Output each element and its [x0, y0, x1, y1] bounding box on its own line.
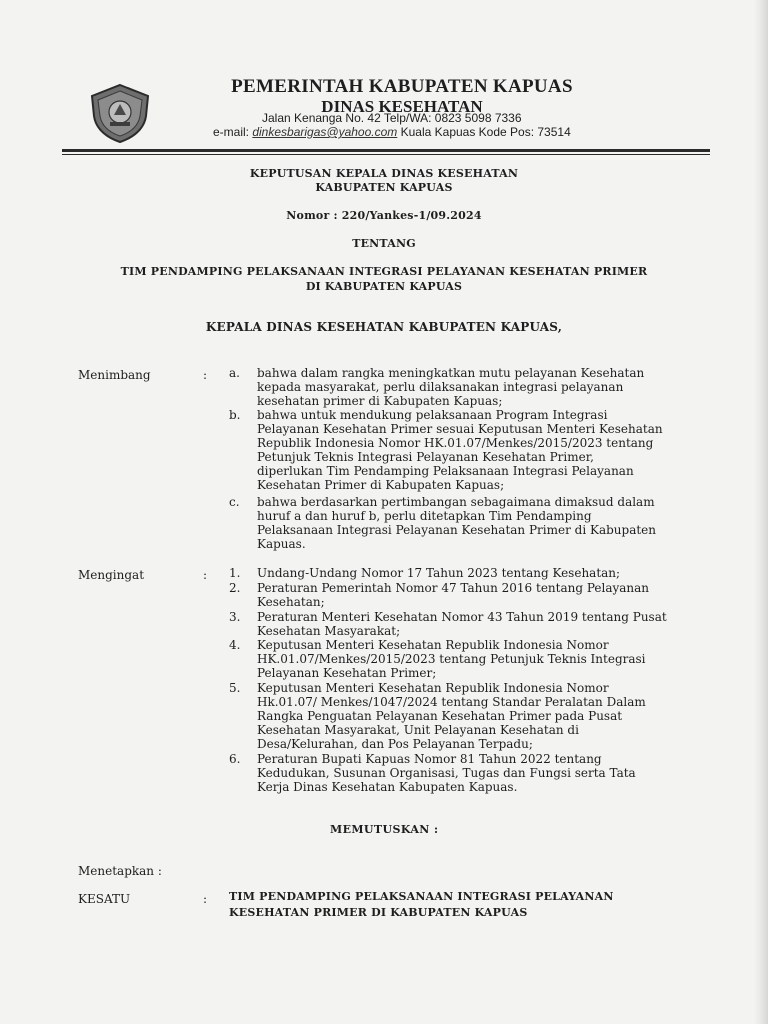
list-marker: 5.	[229, 681, 241, 695]
list-marker: 2.	[229, 581, 241, 595]
kapuas-regency-emblem-icon	[88, 82, 152, 144]
text-line: Keputusan Menteri Kesehatan Republik Indonesia Nomor	[257, 638, 609, 652]
letterhead-government: PEMERINTAH KABUPATEN KAPUAS	[231, 76, 573, 97]
decree-subject-line1: TIM PENDAMPING PELAKSANAAN INTEGRASI PELAYANAN KESEHATAN PRIMER	[120, 265, 648, 278]
letterhead-contact	[213, 125, 571, 139]
list-marker: 4.	[229, 638, 241, 652]
text-line: Peraturan Pemerintah Nomor 47 Tahun 2016 tentang Pelayanan	[257, 581, 650, 595]
decree-title-line1: KEPUTUSAN KEPALA DINAS KESEHATAN	[249, 167, 519, 180]
scan-page-edge	[754, 0, 768, 1024]
letterhead-divider-thin	[62, 154, 710, 155]
text-line: Kerja Dinas Kesehatan Kabupaten Kapuas.	[257, 780, 518, 794]
text-line: Peraturan Bupati Kapuas Nomor 81 Tahun 2022 tentang	[257, 752, 602, 766]
list-marker: c.	[229, 495, 240, 509]
text-line: Pelaksanaan Integrasi Pelayanan Kesehatan Primer di Kabupaten	[257, 523, 656, 537]
text-line: huruf a dan huruf b, perlu ditetapkan Tim Pendamping	[257, 509, 592, 523]
menimbang-item-a	[257, 366, 707, 408]
text-line: KESEHATAN PRIMER DI KABUPATEN KAPUAS	[229, 906, 528, 919]
mengingat-item-4	[257, 638, 707, 680]
text-line: Hk.01.07/ Menkes/1047/2024 tentang Standar Peralatan Dalam	[257, 695, 646, 709]
list-marker: 3.	[229, 610, 241, 624]
text-line: bahwa berdasarkan pertimbangan sebagaimana dimaksud dalam	[257, 495, 655, 509]
text-line: Kesehatan Masyarakat;	[257, 624, 401, 638]
email-label: e-mail:	[213, 125, 253, 139]
mengingat-item-2	[257, 581, 707, 609]
decree-subject-line2: DI KABUPATEN KAPUAS	[305, 280, 463, 293]
text-line: Kedudukan, Susunan Organisasi, Tugas dan Fungsi serta Tata	[257, 766, 636, 780]
mengingat-colon: :	[203, 568, 208, 582]
menimbang-item-c	[257, 495, 707, 551]
menimbang-label: Menimbang	[78, 368, 151, 382]
menimbang-colon: :	[203, 368, 208, 382]
list-marker: 1.	[229, 566, 241, 580]
text-line: bahwa dalam rangka meningkatkan mutu pelayanan Kesehatan	[257, 366, 645, 380]
kesatu-colon: :	[203, 892, 208, 906]
kesatu-text	[229, 889, 707, 921]
list-marker: b.	[229, 408, 241, 422]
text-line: Petunjuk Teknis Integrasi Pelayanan Kesehatan Primer,	[257, 450, 594, 464]
text-line: Pelayanan Kesehatan Primer;	[257, 666, 437, 680]
text-line: Undang-Undang Nomor 17 Tahun 2023 tentang Kesehatan;	[257, 566, 621, 580]
letterhead-address: Jalan Kenanga No. 42 Telp/WA: 0823 5098 7336	[262, 111, 522, 125]
decree-about: TENTANG	[352, 237, 416, 250]
mengingat-item-6	[257, 752, 707, 794]
mengingat-item-3	[257, 610, 707, 638]
text-line: bahwa untuk mendukung pelaksanaan Program Integrasi	[257, 408, 608, 422]
text-line: Keputusan Menteri Kesehatan Republik Indonesia Nomor	[257, 681, 609, 695]
text-line: Peraturan Menteri Kesehatan Nomor 43 Tahun 2019 tentang Pusat	[257, 610, 667, 624]
text-line: Kesehatan Primer di Kabupaten Kapuas;	[257, 478, 505, 492]
decree-official: KEPALA DINAS KESEHATAN KABUPATEN KAPUAS,	[205, 320, 563, 334]
letterhead-agency: DINAS KESEHATAN	[321, 97, 483, 116]
text-line: kesehatan primer di Kabupaten Kapuas;	[257, 394, 503, 408]
mengingat-label: Mengingat	[78, 568, 145, 582]
text-line: TIM PENDAMPING PELAKSANAAN INTEGRASI PELAYANAN	[229, 890, 614, 903]
text-line: Republik Indonesia Nomor HK.01.07/Menkes/2015/2023 tentang	[257, 436, 654, 450]
letterhead-divider-thick	[62, 149, 710, 152]
text-line: HK.01.07/Menkes/2015/2023 tentang Petunjuk Teknis Integrasi	[257, 652, 646, 666]
decree-title-line2: KABUPATEN KAPUAS	[315, 181, 453, 194]
text-line: Kapuas.	[257, 537, 306, 551]
text-line: Pelayanan Kesehatan Primer sesuai Keputusan Menteri Kesehatan	[257, 422, 663, 436]
kesatu-label: KESATU	[78, 892, 131, 906]
menimbang-item-b	[257, 408, 707, 492]
menetapkan-label: Menetapkan :	[78, 864, 162, 878]
decree-number: Nomor : 220/Yankes-1/09.2024	[286, 209, 482, 222]
text-line: kepada masyarakat, perlu dilaksanakan integrasi pelayanan	[257, 380, 624, 394]
list-marker: a.	[229, 366, 240, 380]
text-line: Kesehatan;	[257, 595, 325, 609]
list-marker: 6.	[229, 752, 241, 766]
text-line: Desa/Kelurahan, dan Pos Pelayanan Terpadu;	[257, 737, 533, 751]
text-line: Rangka Penguatan Pelayanan Kesehatan Primer pada Pusat	[257, 709, 623, 723]
text-line: Kesehatan Masyarakat, Unit Pelayanan Kesehatan di	[257, 723, 579, 737]
mengingat-item-5	[257, 681, 707, 751]
email-link[interactable]: dinkesbarigas@yahoo.com	[252, 125, 398, 139]
city-postal: Kuala Kapuas Kode Pos: 73514	[397, 125, 571, 139]
memutuskan-heading: MEMUTUSKAN :	[330, 823, 439, 836]
mengingat-item-1	[257, 566, 707, 580]
text-line: diperlukan Tim Pendamping Pelaksanaan Integrasi Pelayanan	[257, 464, 634, 478]
